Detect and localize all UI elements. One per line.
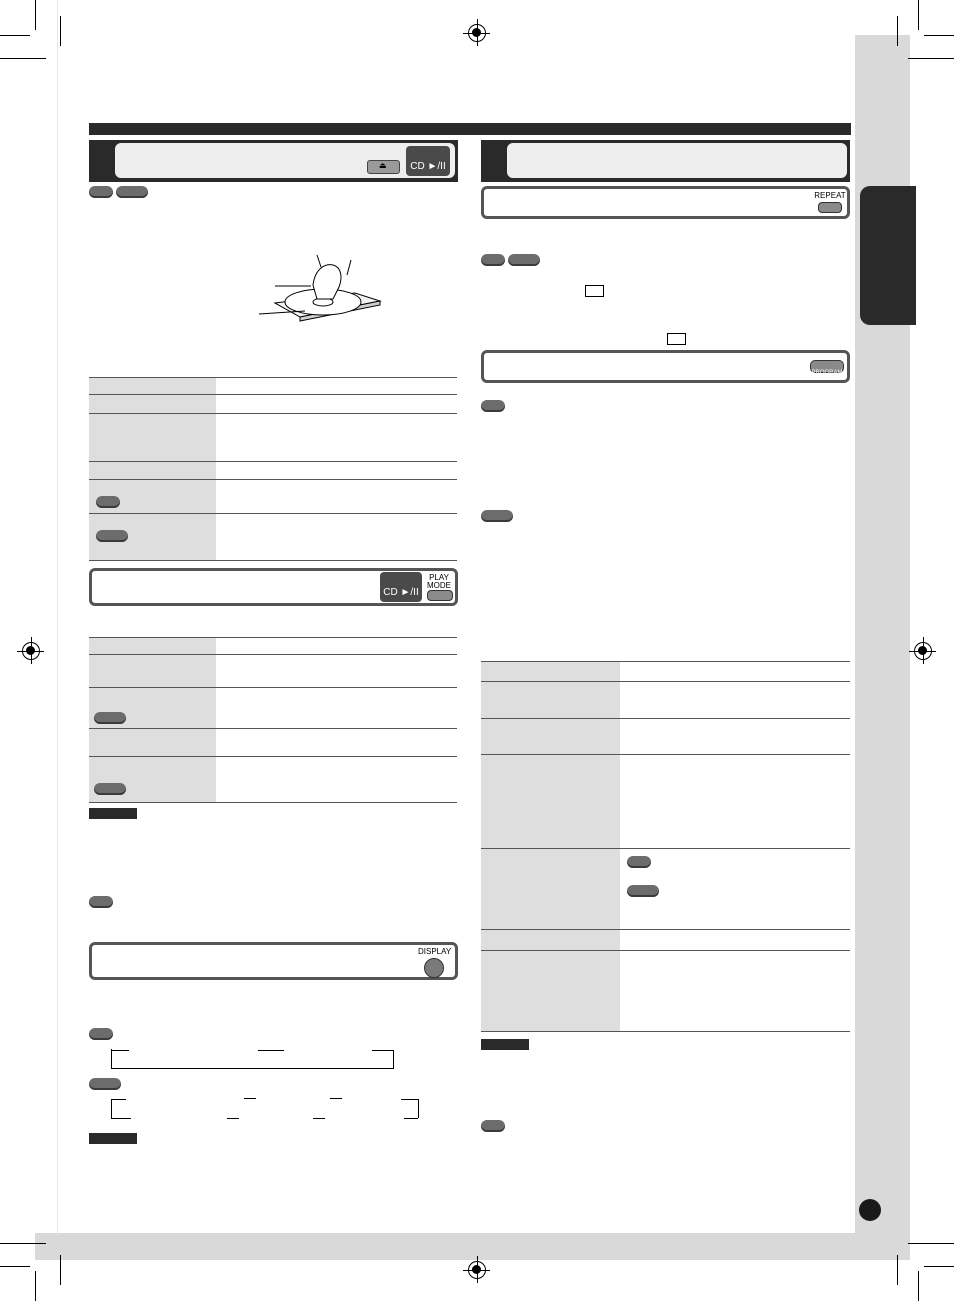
table-row <box>89 461 457 462</box>
side-tab <box>860 186 916 325</box>
flow-line <box>393 1050 394 1069</box>
play-mode-label: PLAY MODE <box>427 573 451 590</box>
cd-play-pause-button[interactable] <box>406 146 450 176</box>
disc-badge <box>89 896 113 908</box>
crop-mark <box>0 1243 46 1244</box>
flow-line <box>111 1049 112 1068</box>
flow-line <box>111 1118 131 1119</box>
flow-arrow <box>111 1050 129 1051</box>
disc-badge <box>627 885 659 897</box>
disc-badge <box>94 783 126 795</box>
crop-mark <box>60 1255 61 1285</box>
table-row <box>89 560 457 561</box>
play-mode-button[interactable] <box>427 590 453 601</box>
display-label: DISPLAY <box>418 947 452 956</box>
crop-mark <box>918 1271 919 1301</box>
table-row <box>481 718 850 719</box>
flow-line <box>418 1099 419 1118</box>
disc-badge <box>89 1078 121 1090</box>
flow-arrow <box>313 1118 325 1119</box>
table-row <box>481 754 850 755</box>
crop-mark <box>0 35 30 36</box>
play-pause-icon: CD ►/II <box>383 587 419 598</box>
bottom-strip <box>35 1233 910 1260</box>
flow-line <box>401 1099 419 1100</box>
program-box <box>481 350 850 383</box>
repeat-button[interactable] <box>818 202 842 213</box>
cd-tray-illustration <box>255 255 385 330</box>
crop-mark <box>35 1271 36 1301</box>
display-box <box>89 942 458 980</box>
left-border <box>57 0 58 1235</box>
note-bar <box>89 1133 137 1144</box>
table-row <box>481 929 850 930</box>
registration-mark-icon <box>468 24 486 42</box>
table-row <box>89 513 457 514</box>
disc-badge <box>89 1028 113 1040</box>
table-row <box>89 756 457 757</box>
table-row <box>89 479 457 480</box>
flow-line <box>111 1099 112 1118</box>
flow-arrow <box>330 1098 342 1099</box>
table-row <box>481 848 850 849</box>
crop-mark <box>924 1266 954 1267</box>
registration-mark-icon <box>22 642 40 660</box>
crop-mark <box>35 0 36 30</box>
flow-arrow <box>404 1118 418 1119</box>
note-bar <box>481 1039 529 1050</box>
flow-arrow <box>258 1050 284 1051</box>
table-row <box>481 950 850 951</box>
table-row <box>481 661 850 662</box>
flow-line <box>372 1050 393 1051</box>
crop-mark <box>908 1243 954 1244</box>
eject-button[interactable] <box>367 160 400 174</box>
disc-badge <box>96 530 128 542</box>
disc-badge <box>94 712 126 724</box>
crop-mark <box>60 16 61 46</box>
crop-mark <box>897 16 898 46</box>
flow-arrow <box>111 1099 126 1100</box>
play-pause-icon: CD ►/II <box>410 161 446 172</box>
crop-mark <box>0 58 46 59</box>
disc-badge <box>481 510 513 522</box>
disc-badge <box>481 1120 505 1132</box>
repeat-box <box>481 186 850 219</box>
table-row <box>89 687 457 688</box>
repeat-label: REPEAT <box>814 191 846 200</box>
table-row <box>481 681 850 682</box>
disc-badge <box>89 186 113 198</box>
disc-badge <box>116 186 148 198</box>
table-row <box>89 637 457 638</box>
display-indicator <box>667 333 686 345</box>
flow-arrow <box>227 1118 239 1119</box>
flow-arrow <box>244 1098 256 1099</box>
disc-badge <box>481 254 505 266</box>
display-button[interactable] <box>424 958 444 978</box>
crop-mark <box>897 1255 898 1285</box>
crop-mark <box>918 0 919 30</box>
table-row <box>89 654 457 655</box>
crop-mark <box>924 35 954 36</box>
disc-badge <box>481 400 505 412</box>
crop-mark <box>0 1266 30 1267</box>
program-button[interactable] <box>810 360 844 376</box>
table-row <box>89 728 457 729</box>
disc-badge <box>508 254 540 266</box>
page-number-dot <box>859 1199 881 1221</box>
eject-icon: ⏏ <box>379 161 387 170</box>
table-row <box>481 1031 850 1032</box>
cd-play-pause-button[interactable] <box>380 572 422 602</box>
table-label-column <box>481 661 620 1031</box>
right-panel-inner <box>507 143 847 178</box>
crop-mark <box>908 58 954 59</box>
flow-line <box>111 1068 393 1069</box>
table-row <box>89 394 457 395</box>
section-bar <box>89 123 851 135</box>
display-indicator <box>585 285 604 297</box>
disc-badge <box>96 496 120 508</box>
registration-mark-icon <box>914 642 932 660</box>
table-row <box>89 413 457 414</box>
table-row <box>89 802 457 803</box>
disc-badge <box>627 856 651 868</box>
left-panel-inner <box>115 143 455 178</box>
table-row <box>89 377 457 378</box>
note-bar <box>89 808 137 819</box>
program-label: PROGRAM <box>811 370 843 376</box>
registration-mark-icon <box>468 1261 486 1279</box>
